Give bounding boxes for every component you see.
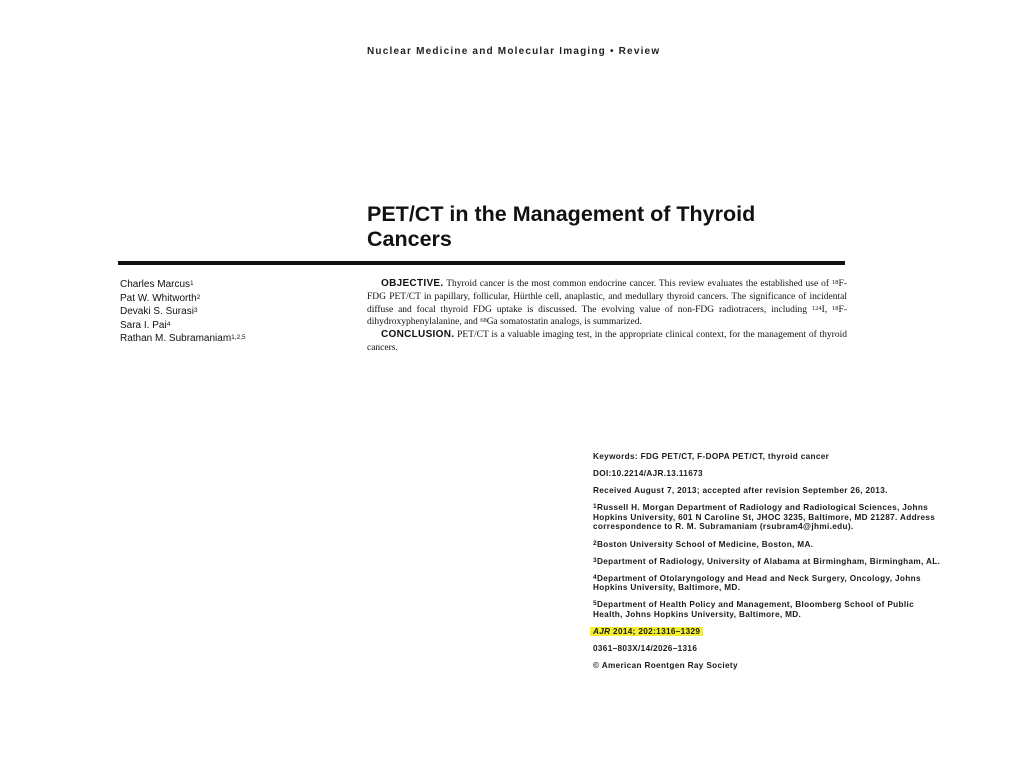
article-info-sidebar [593, 452, 943, 678]
affiliation-text: Boston University School of Medicine, Boston, MA. [596, 539, 814, 549]
author-affiliation: 1 [190, 280, 194, 287]
title-divider [118, 261, 845, 265]
author-name: Sara I. Pai [120, 319, 167, 331]
author-affiliation: 1,2,5 [231, 334, 246, 342]
conclusion-text: PET/CT is a valuable imaging test, in the appropriate clinical context, for the management of thyroid cancers. [367, 330, 847, 353]
conclusion-label: CONCLUSION. [381, 329, 455, 341]
isotope-mass: 18 [832, 279, 839, 286]
affiliation-number: 4 [593, 573, 597, 581]
abstract-conclusion [367, 329, 847, 355]
objective-label: OBJECTIVE. [381, 278, 444, 289]
objective-text: F-dihydroxyphenylalanine, and [367, 304, 847, 328]
keywords-text: FDG PET/CT, F-DOPA PET/CT, thyroid cancer [638, 452, 830, 461]
author-name: Charles Marcus [120, 279, 191, 290]
author [120, 292, 246, 306]
abstract [367, 278, 847, 355]
author-affiliation: 3 [193, 307, 198, 315]
affiliation [593, 540, 943, 550]
author-name: Pat W. Whitworth [120, 292, 197, 304]
objective-text: Ga somatostatin analogs, is summarized. [486, 317, 642, 328]
affiliation [593, 574, 943, 593]
affiliation [593, 600, 943, 619]
issn: 0361–803X/14/2026–1316 [593, 644, 698, 654]
affiliation-text: Department of Otolaryngology and Head and Neck Surgery, Oncology, Johns Hopkins University, Baltimore, MD. [593, 573, 921, 593]
abstract-objective [367, 278, 847, 329]
journal-section-header: Nuclear Medicine and Molecular Imaging • Review [367, 46, 661, 57]
affiliation-number: 5 [593, 600, 597, 608]
keywords [593, 452, 943, 462]
keywords-label: Keywords: [593, 452, 639, 461]
author-name: Devaki S. Surasi [120, 306, 194, 318]
affiliation-text: Department of Radiology, University of Alabama at Birmingham, Birmingham, AL. [596, 556, 941, 566]
author [120, 278, 246, 292]
citation-journal: AJR [593, 627, 611, 637]
affiliation-text: Russell H. Morgan Department of Radiology and Radiological Sciences, Johns Hopkins University, 601 N Caroline St, JHOC 3235, Baltimore, MD 21287. Address correspondence to R. M. Subramaniam (rsubram4@jhmi.edu). [593, 503, 936, 532]
copyright: © American Roentgen Ray Society [593, 661, 738, 671]
author-affiliation: 2 [196, 293, 201, 301]
affiliation [593, 557, 943, 567]
affiliation-number: 3 [593, 556, 597, 564]
author-list [120, 278, 246, 346]
author [120, 319, 246, 333]
affiliation-number: 1 [593, 503, 597, 511]
author [120, 332, 246, 346]
isotope-mass: 124 [811, 304, 822, 312]
doi: DOI:10.2214/AJR.13.11673 [593, 469, 703, 479]
objective-text: F-FDG PET/CT in papillary, follicular, Hürthle cell, anaplastic, and medullary thyroid cancers. The significance of incidental diffuse and focal thyroid FDG uptake is discussed. The evolving value of non-FDG radiotracers, including [367, 279, 847, 315]
isotope-mass: 18 [832, 304, 839, 312]
affiliation-text: Department of Health Policy and Management, Bloomberg School of Public Health, Johns Hopkins University, Baltimore, MD. [593, 600, 914, 620]
author [120, 305, 246, 319]
isotope-mass: 68 [480, 317, 487, 325]
citation [593, 627, 943, 637]
citation-highlight [590, 627, 703, 636]
author-name: Rathan M. Subramaniam [120, 333, 232, 345]
objective-text: Thyroid cancer is the most common endocrine cancer. This review evaluates the established use of [443, 279, 833, 289]
affiliation-number: 2 [593, 539, 597, 547]
citation-volume-pages: 2014; 202:1316–1329 [610, 627, 701, 637]
article-title: PET/CT in the Management of Thyroid Cancers [367, 202, 756, 251]
objective-text: I, [821, 304, 833, 315]
author-affiliation: 4 [166, 320, 171, 328]
received-date: Received August 7, 2013; accepted after revision September 26, 2013. [593, 486, 888, 496]
affiliation [593, 503, 943, 532]
